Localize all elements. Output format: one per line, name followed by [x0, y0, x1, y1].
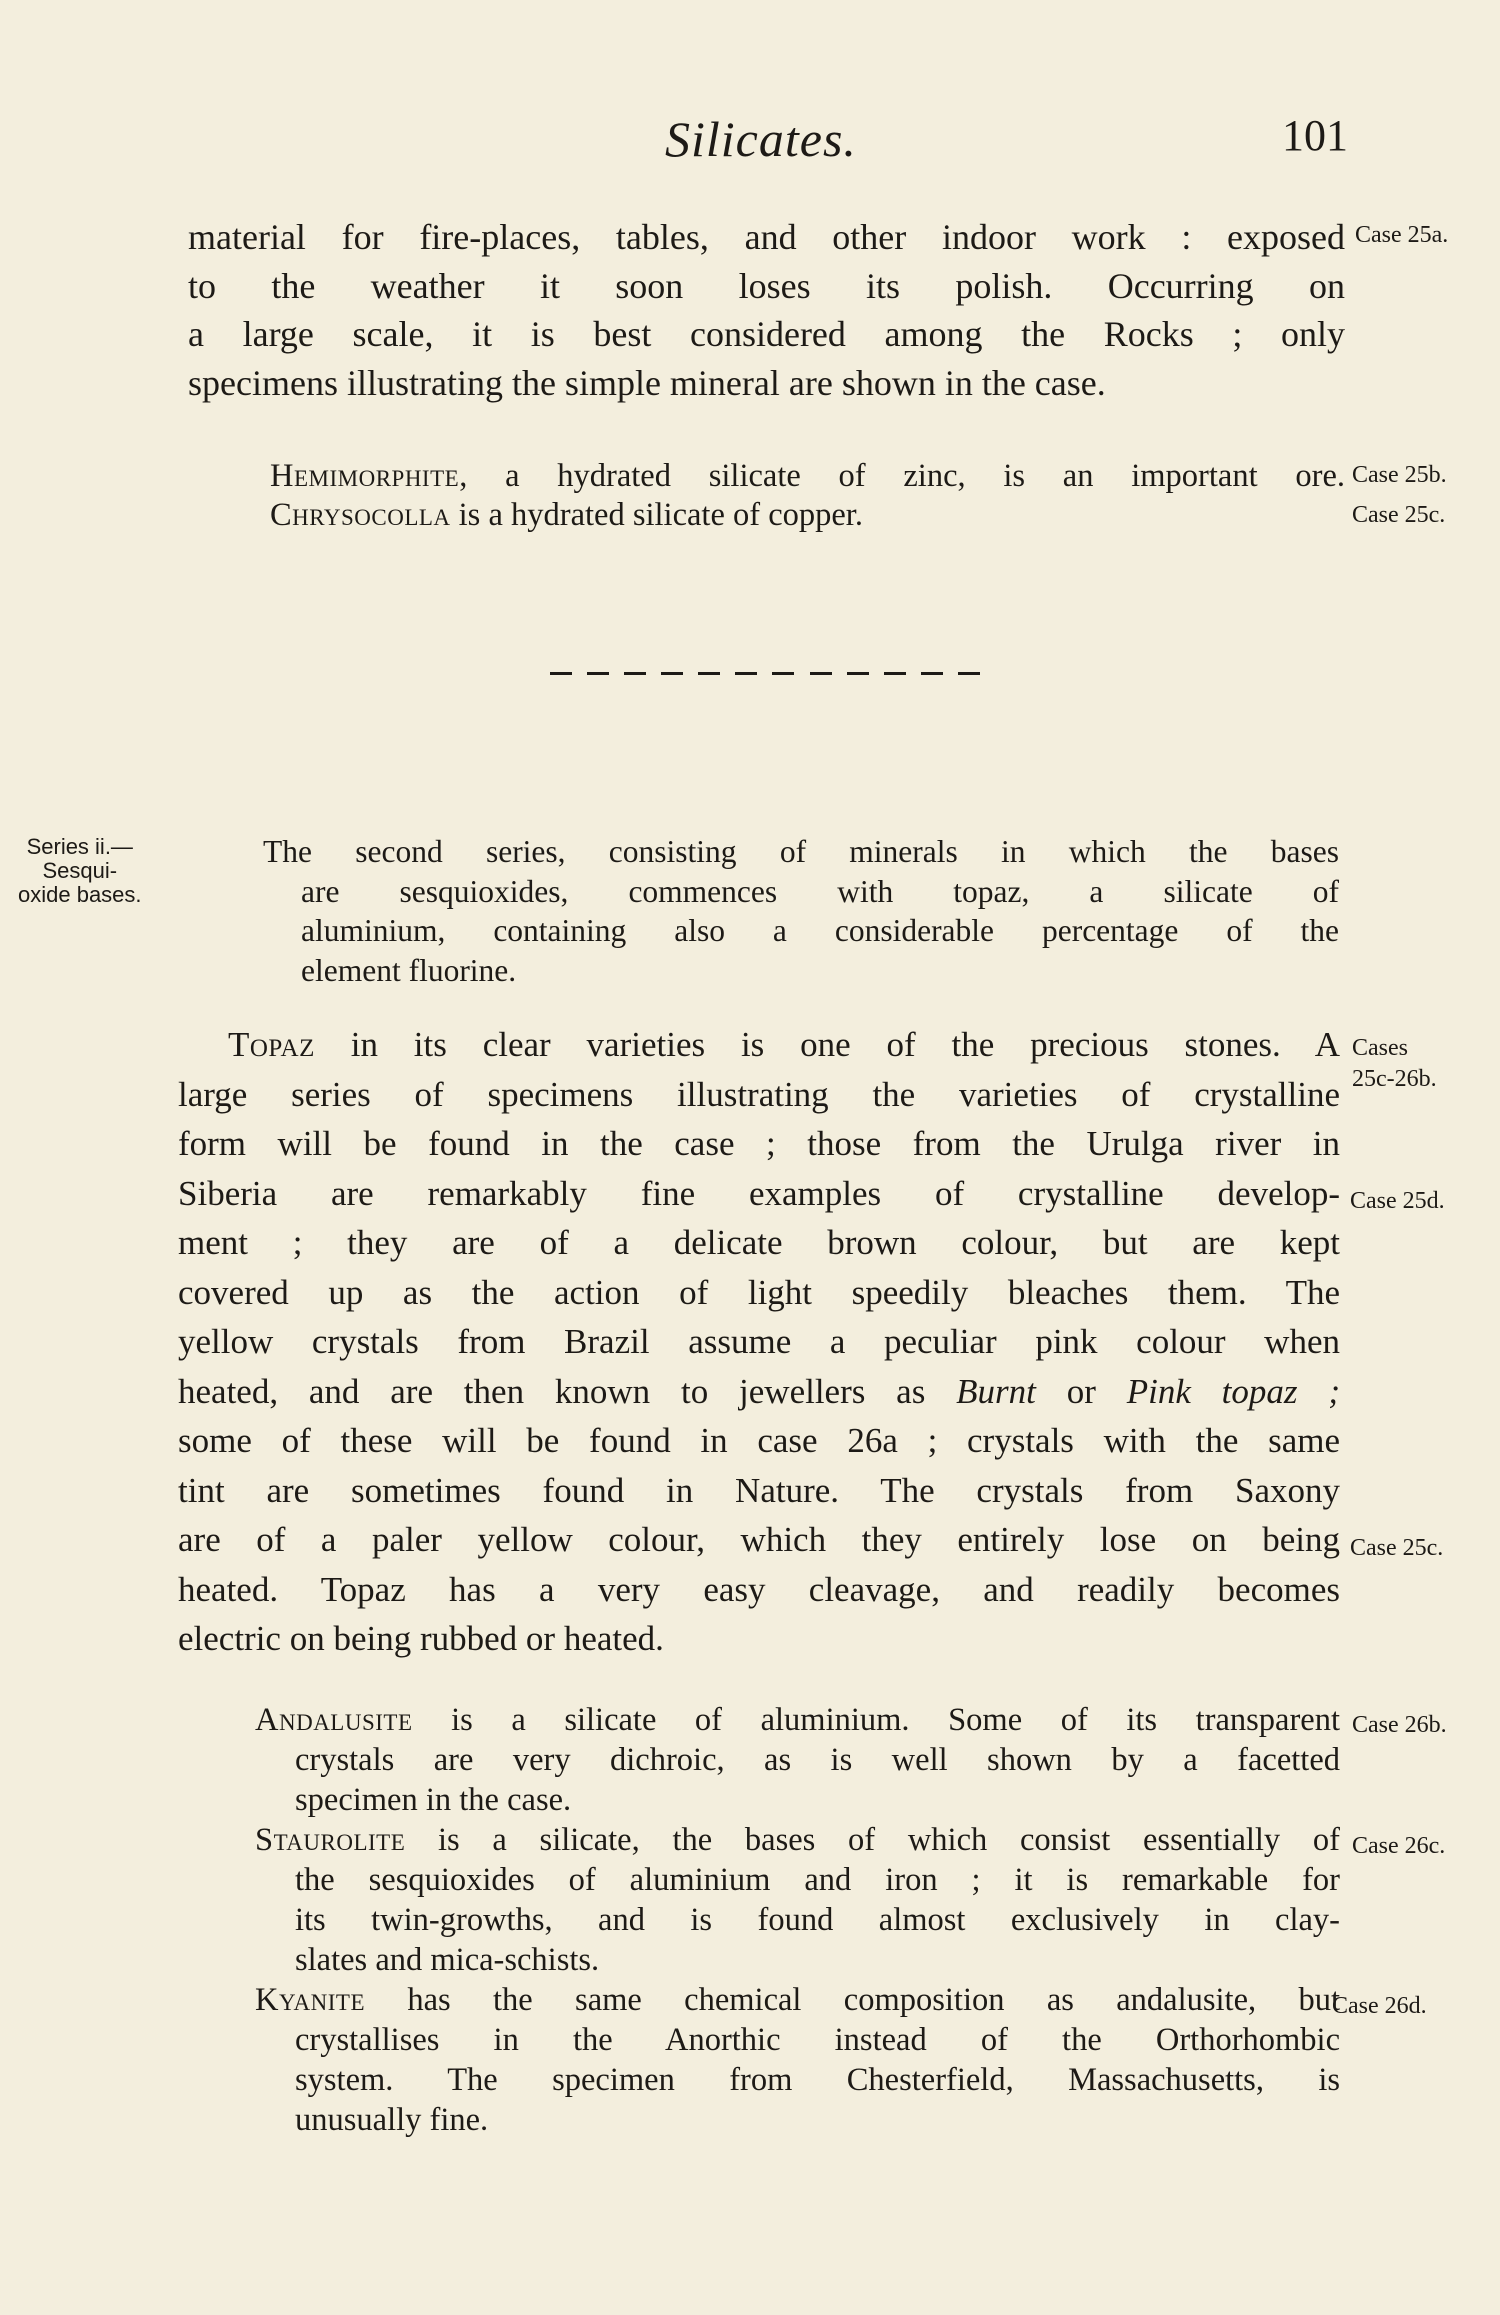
- text-line: [270, 456, 1345, 496]
- margin-note-case-26c: Case 26c.: [1352, 1833, 1446, 1859]
- text-line: specimen in the case.: [295, 1782, 572, 1818]
- text-line: yellow crystals from Brazil assume a peculiar pink colour when: [178, 1322, 1340, 1361]
- section-divider: [550, 672, 980, 678]
- running-title: Silicates.: [665, 111, 857, 167]
- term-description: is a silicate of aluminium. Some of its transparent: [412, 1702, 1340, 1738]
- show-through-shadow: [1180, 540, 1188, 580]
- mineral-term: Staurolite: [255, 1822, 406, 1858]
- margin-note-case-26b: Case 26b.: [1352, 1712, 1447, 1738]
- text-line: are of a paler yellow colour, which they entirely lose on being: [178, 1520, 1340, 1559]
- margin-note-case-25c: Case 25c.: [1352, 502, 1446, 528]
- paragraph-series-ii: [263, 832, 1339, 990]
- paragraph-topaz: [178, 1020, 1340, 1664]
- text-line: [270, 495, 1345, 535]
- text-line: [228, 1020, 1340, 1070]
- margin-note-case-26d: Case 26d.: [1332, 1993, 1427, 2019]
- text-line: specimens illustrating the simple mineral are shown in the case.: [188, 362, 1106, 403]
- text-line: aluminium, containing also a considerable percentage of the: [301, 913, 1339, 948]
- text-line: [178, 1367, 1340, 1417]
- side-note-line: Series ii.—: [26, 834, 133, 859]
- text-line: are sesquioxides, commences with topaz, a silicate of: [301, 873, 1339, 909]
- text-line: tint are sometimes found in Nature. The crystals from Saxony: [178, 1470, 1340, 1510]
- text-line: the sesquioxides of aluminium and iron ; it is remarkable for: [295, 1862, 1340, 1898]
- text-line: crystals are very dichroic, as is well shown by a facetted: [295, 1742, 1340, 1778]
- text-line: electric on being rubbed or heated.: [178, 1619, 664, 1658]
- italic-term: Pink topaz ;: [1126, 1371, 1341, 1411]
- text-line: some of these will be found in case 26a ; crystals with the same: [178, 1421, 1340, 1460]
- text-line: The second series, consisting of minerals in which the bases: [263, 834, 1339, 869]
- term-description: is a hydrated silicate of copper.: [450, 497, 863, 533]
- text-line: slates and mica-schists.: [295, 1942, 600, 1978]
- page-number: 101: [1282, 111, 1348, 160]
- term-description: , a hydrated silicate of zinc, is an important ore.: [459, 458, 1345, 494]
- paragraph-andalusite: [255, 1700, 1340, 1820]
- paragraph-intro: [188, 213, 1345, 407]
- text-line: [255, 1700, 1340, 1740]
- text-span: heated, and are then known to jewellers as: [178, 1371, 957, 1411]
- margin-note-case-25c-topaz: Case 25c.: [1350, 1535, 1444, 1561]
- paragraph-staurolite: [255, 1820, 1340, 1980]
- page-header: [0, 110, 1500, 170]
- margin-note-case-25a: Case 25a.: [1355, 222, 1449, 248]
- text-line: material for fire-places, tables, and other indoor work : exposed: [188, 217, 1345, 257]
- text-line: crystallises in the Anorthic instead of the Orthorhombic: [295, 2022, 1340, 2058]
- text-line: heated. Topaz has a very easy cleavage, and readily becomes: [178, 1569, 1340, 1609]
- side-note-series-ii: [18, 835, 142, 907]
- margin-note-cases: Cases: [1352, 1035, 1408, 1061]
- mineral-term: Andalusite: [255, 1702, 413, 1738]
- mineral-term: Topaz: [228, 1025, 315, 1064]
- mineral-term: Chrysocolla: [270, 497, 451, 533]
- margin-note-case-25b: Case 25b.: [1352, 462, 1447, 488]
- paragraph-chrysocolla: [270, 495, 1345, 535]
- text-line: ment ; they are of a delicate brown colour, but are kept: [178, 1223, 1340, 1262]
- paragraph-kyanite: [255, 1980, 1340, 2140]
- term-description: in its clear varieties is one of the precious stones. A: [314, 1025, 1340, 1064]
- margin-note-case-range: 25c-26b.: [1352, 1066, 1437, 1092]
- paragraph-hemimorphite: [270, 456, 1345, 496]
- text-line: covered up as the action of light speedily bleaches them. The: [178, 1272, 1340, 1312]
- text-line: [255, 1820, 1340, 1860]
- margin-note-case-25d: Case 25d.: [1350, 1188, 1445, 1214]
- text-line: [255, 1980, 1340, 2020]
- mineral-term: Kyanite: [255, 1982, 366, 2018]
- mineral-term: Hemimorphite: [270, 458, 460, 494]
- text-line: form will be found in the case ; those from the Urulga river in: [178, 1124, 1340, 1163]
- term-description: has the same chemical composition as andalusite, but: [365, 1982, 1340, 2018]
- text-line: its twin-growths, and is found almost exclusively in clay-: [295, 1902, 1340, 1938]
- side-note-line: Sesqui-: [42, 858, 118, 883]
- term-description: is a silicate, the bases of which consist essentially of: [405, 1822, 1340, 1858]
- text-line: to the weather it soon loses its polish. Occurring on: [188, 265, 1345, 306]
- text-line: system. The specimen from Chesterfield, Massachusetts, is: [295, 2062, 1340, 2098]
- text-line: element fluorine.: [301, 952, 517, 988]
- text-line: unusually fine.: [295, 2102, 489, 2138]
- text-line: a large scale, it is best considered among the Rocks ; only: [188, 314, 1345, 354]
- text-line: Siberia are remarkably fine examples of crystalline develop-: [178, 1173, 1340, 1213]
- side-note-line: oxide bases.: [18, 882, 142, 907]
- text-span: or: [1035, 1371, 1127, 1411]
- italic-term: Burnt: [956, 1371, 1036, 1411]
- text-line: large series of specimens illustrating the varieties of crystalline: [178, 1074, 1340, 1114]
